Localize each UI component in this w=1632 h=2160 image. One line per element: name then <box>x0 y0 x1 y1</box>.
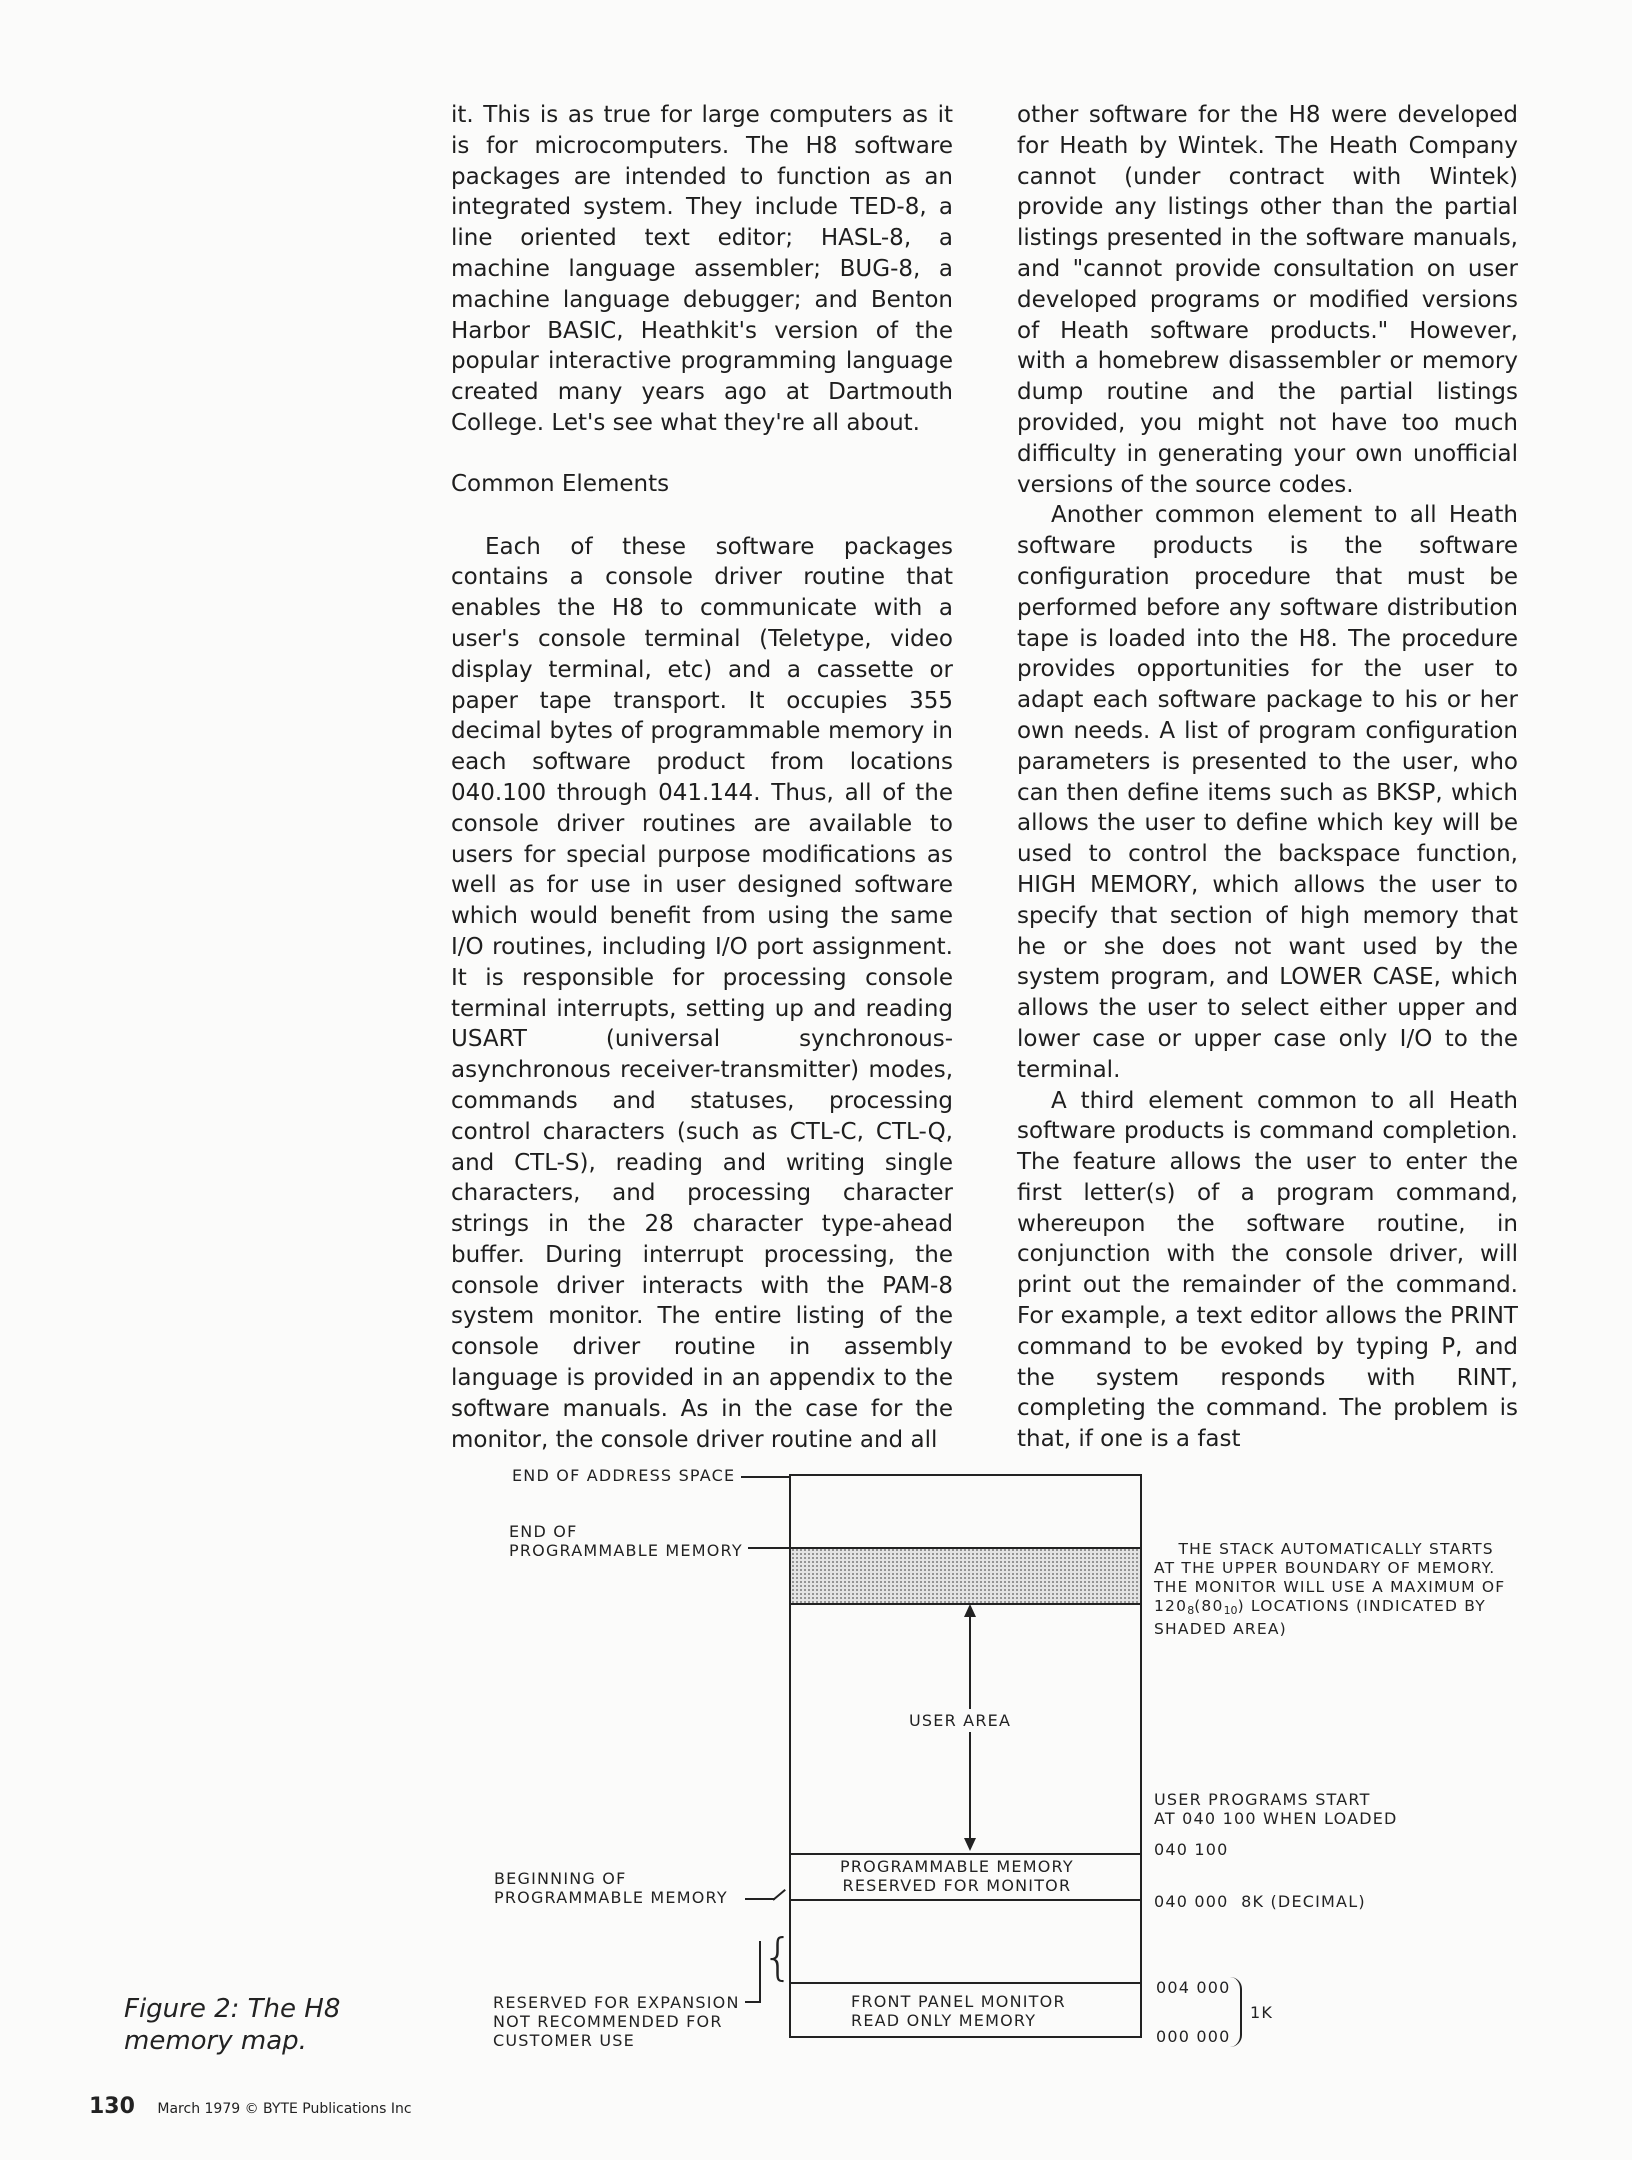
address-040-000: 040 000 8K (DECIMAL) <box>1154 1892 1366 1911</box>
issue-line: March 1979 © BYTE Publications Inc <box>157 2101 412 2117</box>
end-of-address-space-leader <box>741 1476 789 1478</box>
one-k-brace <box>1226 1977 1242 2047</box>
user-area-arrow-up-icon <box>964 1604 976 1617</box>
beginning-of-programmable-memory-label: BEGINNING OF PROGRAMMABLE MEMORY <box>494 1869 728 1907</box>
end-of-address-space-label: END OF ADDRESS SPACE <box>512 1466 736 1485</box>
reserved-for-monitor-label: PROGRAMMABLE MEMORY RESERVED FOR MONITOR <box>840 1857 1074 1895</box>
address-040-100: 040 100 <box>1154 1840 1229 1859</box>
beginning-of-programmable-memory-leader <box>745 1898 775 1900</box>
stack-note <box>1154 1521 1505 1658</box>
stack-note-base-10: 10 <box>1223 1604 1238 1617</box>
stack-note-80: (80 <box>1194 1597 1224 1615</box>
section-heading: Common Elements <box>451 470 670 497</box>
user-area-arrow-down-line <box>969 1732 971 1840</box>
beginning-leader-slant <box>772 1889 786 1901</box>
figure-caption <box>124 1993 454 2057</box>
user-programs-start-label: USER PROGRAMS START AT 040 100 WHEN LOADED <box>1154 1790 1398 1828</box>
beginning-of-programmable-memory-line <box>791 1899 1140 1901</box>
article-right-column <box>1017 100 1518 1455</box>
paragraph-command-completion: A third element common to all Heath software products is command completion. The feature allows the user to enter the first letter(s) of a program command, whereupon the software routine, in conjunction with the console driver, will print out the remainder of the command. For example, a text editor allows the PRINT command to be evoked by typing P, and the system responds with RINT, completing the command. The problem is that, if one is a fast <box>1017 1087 1518 1453</box>
stack-note-120: 120 <box>1154 1597 1188 1615</box>
stack-note-locations: ) LOCATIONS (INDICATED BY <box>1237 1597 1486 1615</box>
paragraph-configuration: Another common element to all Heath software products is the software configuration procedure that must be performed before any software distribution tape is loaded into the H8. The procedure provides opportunities for the user to adapt each software package to his or her own needs. A list of program configuration parameters is presented to the user, who can then define items such as BKSP, which allows the user to define which key will be used to control the backspace function, HIGH MEMORY, which allows the user to specify that section of high memory that he or she does not want used by the system program, and LOWER CASE, which allows the user to select either upper and lower case or upper case only I/O to the terminal. <box>1017 502 1518 1083</box>
front-panel-monitor-top-line <box>791 1982 1140 1984</box>
page-number: 130 <box>89 2094 135 2119</box>
end-of-programmable-memory-leader <box>748 1547 789 1549</box>
monitor-stack-shaded-area <box>791 1548 1140 1603</box>
figure-caption-text: Figure 2: The H8 memory map. <box>124 1994 341 2056</box>
expansion-brace: { <box>762 1928 794 1986</box>
stack-note-shaded: SHADED AREA) <box>1154 1620 1287 1638</box>
one-k-label: 1K <box>1250 2003 1274 2022</box>
end-of-programmable-memory-label: END OF PROGRAMMABLE MEMORY <box>509 1522 743 1560</box>
stack-note-base-8: 8 <box>1187 1604 1195 1617</box>
reserved-for-expansion-label: RESERVED FOR EXPANSION NOT RECOMMENDED FOR CUSTOMER USE <box>493 1993 740 2050</box>
user-area-label: USER AREA <box>909 1711 1012 1730</box>
end-of-programmable-memory-line <box>791 1547 1140 1549</box>
paragraph-console-driver: Each of these software packages contains a console driver routine that enables the H8 to communicate with a user's console terminal (Teletype, video display terminal, etc) and a cassette or paper tape transport. It occupies 355 decimal bytes of programmable memory in each software product from locations 040.100 through 041.144. Thus, all of the console driver routines are available to users for special purpose modifications as well as for use in user designed software which would benefit from using the same I/O routines, including I/O port assignment. It is responsible for processing console terminal interrupts, setting up and reading USART (universal synchronous-asynchronous receiver-transmitter) modes, commands and statuses, processing control characters (such as CTL-C, CTL-Q, and CTL-S), reading and writing single characters, and processing character strings in the 28 character type-ahead buffer. During interrupt processing, the console driver interacts with the PAM-8 system monitor. The entire listing of the console driver routine in assembly language is provided in an appendix to the software manuals. As in the case for the monitor, the console driver routine and all <box>451 533 953 1453</box>
user-area-arrow-down-icon <box>964 1838 976 1851</box>
address-000-000: 000 000 <box>1156 2027 1231 2046</box>
front-panel-monitor-label: FRONT PANEL MONITOR READ ONLY MEMORY <box>851 1992 1066 2030</box>
paragraph-intro: it. This is as true for large computers as it is for microcomputers. The H8 software packages are intended to function as an integrated system. They include TED-8, a line oriented text editor; HASL-8, a machine language assembler; BUG-8, a machine language debugger; and Benton Harbor BASIC, Heathkit's version of the popular interactive programming language created many years ago at Dartmouth College. Let's see what they're all about. <box>451 102 953 436</box>
page-footer <box>89 2094 412 2119</box>
address-004-000: 004 000 <box>1156 1978 1231 1997</box>
stack-note-lines: THE STACK AUTOMATICALLY STARTS AT THE UPPER BOUNDARY OF MEMORY. THE MONITOR WILL USE A MAXIMUM OF <box>1154 1540 1506 1596</box>
reserved-for-monitor-top-line <box>791 1853 1140 1855</box>
user-area-arrow-up-line <box>969 1616 971 1709</box>
expansion-bracket <box>745 1941 761 2003</box>
paragraph-wintek: other software for the H8 were developed for Heath by Wintek. The Heath Company cannot (under contract with Wintek) provide any listings other than the partial listings presented in the software manuals, and "cannot provide consultation on user developed programs or modified versions of Heath software products." However, with a homebrew disassembler or memory dump routine and the partial listings provided, you might not have too much difficulty in generating your own unofficial versions of the source codes. <box>1017 102 1518 498</box>
article-left-column <box>451 100 953 1455</box>
